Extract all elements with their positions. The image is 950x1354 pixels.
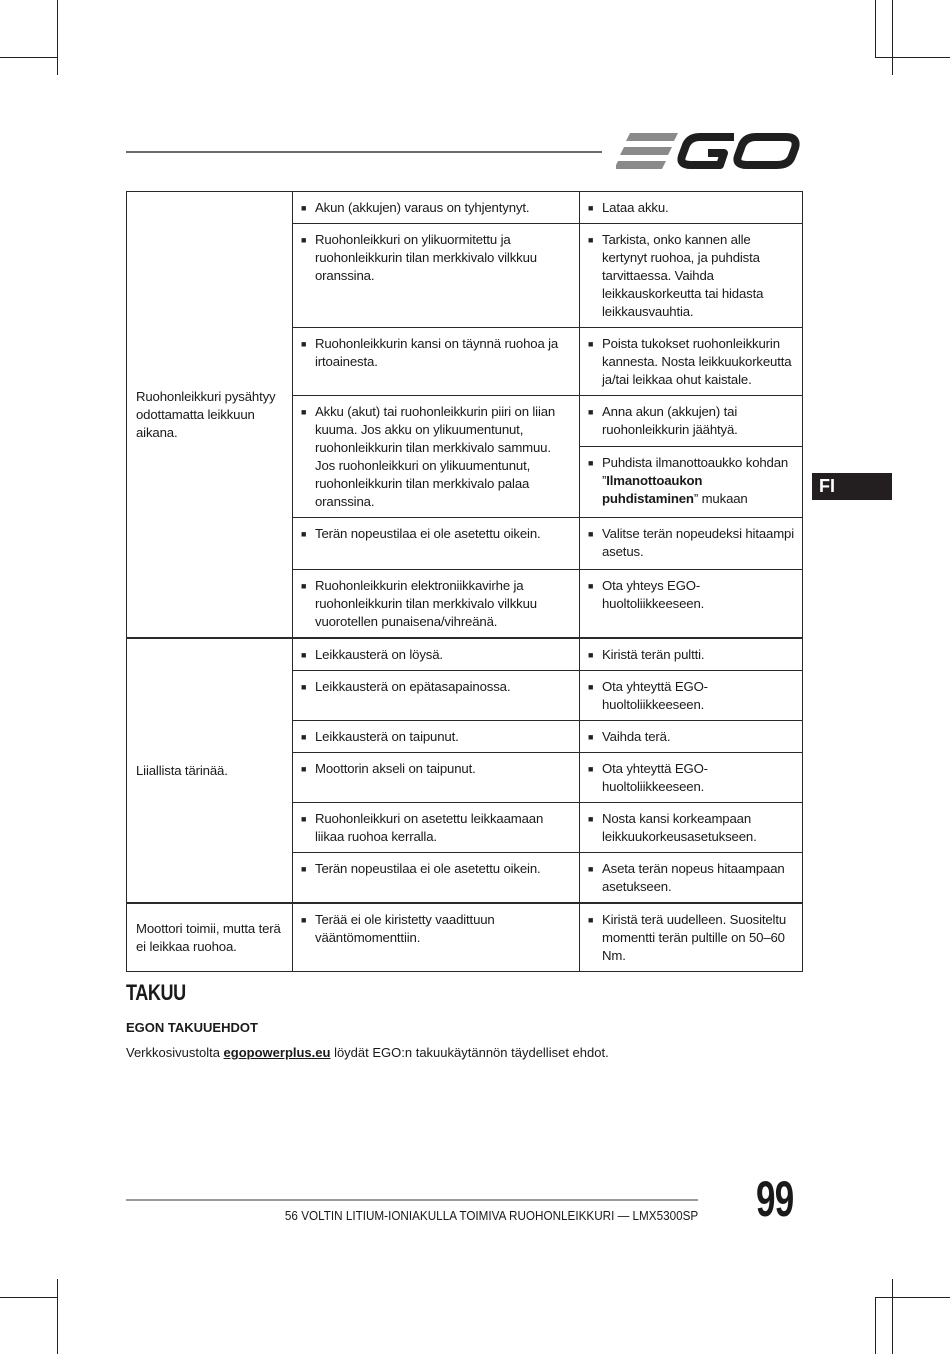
square-bullet-icon: ■ <box>301 529 307 539</box>
solution-cell: ■ Puhdista ilmanottoaukko kohdan ”Ilmanottoaukon puhdistaminen” mukaan <box>580 447 803 518</box>
section-subtitle: EGON TAKUUEHDOT <box>126 1020 258 1035</box>
square-bullet-icon: ■ <box>588 203 594 213</box>
square-bullet-icon: ■ <box>588 731 594 742</box>
cause-cell: ■ Ruohonleikkuri on asetettu leikkaamaan liikaa ruohoa kerralla. <box>293 802 580 852</box>
cause-cell: ■ Ruohonleikkurin kansi on täynnä ruohoa ja irtoainesta. <box>293 328 580 396</box>
problem-cell: Liiallista tärinää. <box>127 638 293 903</box>
square-bullet-icon: ■ <box>588 407 594 417</box>
square-bullet-icon: ■ <box>588 763 594 774</box>
problem-cell: Ruohonleikkuri pysähtyy odottamatta leikkuun aikana. <box>127 192 293 638</box>
solution-cell: ■ Lataa akku. <box>580 192 803 224</box>
square-bullet-icon: ■ <box>588 681 594 692</box>
table-row <box>127 638 803 671</box>
solution-cell: ■ Tarkista, onko kannen alle kertynyt ruohoa, ja puhdista tarvittaessa. Vaihda leikkauskorkeutta tai hidasta leikkausvauhtia. <box>580 224 803 328</box>
square-bullet-icon: ■ <box>588 813 594 824</box>
square-bullet-icon: ■ <box>588 863 594 874</box>
solution-cell: ■ Aseta terän nopeus hitaampaan asetukseen. <box>580 852 803 903</box>
crop-mark <box>0 1297 57 1298</box>
square-bullet-icon: ■ <box>301 203 307 213</box>
cause-cell: ■ Leikkausterä on epätasapainossa. <box>293 670 580 720</box>
square-bullet-icon: ■ <box>301 681 307 692</box>
crop-mark <box>875 0 876 57</box>
square-bullet-icon: ■ <box>588 914 594 925</box>
solution-cell: ■ Nosta kansi korkeampaan leikkuukorkeusasetukseen. <box>580 802 803 852</box>
crop-mark <box>892 0 893 75</box>
solution-cell: ■ Kiristä terä uudelleen. Suositeltu momentti terän pultille on 50–60 Nm. <box>580 903 803 972</box>
square-bullet-icon: ■ <box>588 458 594 469</box>
language-tab: FI <box>812 473 892 500</box>
solution-cell: ■ Vaihda terä. <box>580 720 803 752</box>
warranty-paragraph: Verkkosivustolta egopowerplus.eu löydät EGO:n takuukäytännön täydelliset ehdot. <box>126 1045 609 1060</box>
solution-cell: ■ Kiristä terän pultti. <box>580 638 803 671</box>
square-bullet-icon: ■ <box>301 581 307 591</box>
solution-cell: ■ Poista tukokset ruohonleikkurin kannesta. Nosta leikkuukorkeutta ja/tai leikkaa ohut kaistale. <box>580 328 803 396</box>
square-bullet-icon: ■ <box>301 339 307 349</box>
crop-mark <box>57 1279 58 1354</box>
crop-mark <box>57 0 58 75</box>
section-reference: Ilmanottoaukon puhdistaminen <box>602 473 703 507</box>
square-bullet-icon: ■ <box>301 813 307 824</box>
crop-mark <box>0 57 57 58</box>
section-title: TAKUU <box>126 980 186 1005</box>
square-bullet-icon: ■ <box>588 339 594 349</box>
square-bullet-icon: ■ <box>588 581 594 591</box>
cause-cell: ■ Ruohonleikkuri on ylikuormitettu ja ruohonleikkurin tilan merkkivalo vilkkuu oranssina. <box>293 224 580 328</box>
cause-cell: ■ Leikkausterä on taipunut. <box>293 720 580 752</box>
header-rule <box>126 151 602 153</box>
crop-mark <box>892 1279 893 1354</box>
footer-rule <box>126 1199 698 1201</box>
solution-cell: ■ Ota yhteys EGO-huoltoliikkeeseen. <box>580 570 803 638</box>
square-bullet-icon: ■ <box>301 731 307 742</box>
square-bullet-icon: ■ <box>301 235 307 245</box>
crop-mark <box>875 57 950 58</box>
cause-cell: ■ Terää ei ole kiristetty vaadittuun vääntömomenttiin. <box>293 903 580 972</box>
square-bullet-icon: ■ <box>301 407 307 417</box>
troubleshooting-table <box>126 191 803 972</box>
page-number: 99 <box>756 1171 794 1227</box>
cause-cell: ■ Ruohonleikkurin elektroniikkavirhe ja ruohonleikkurin tilan merkkivalo vilkkuu vuorotellen punaisena/vihreänä. <box>293 570 580 638</box>
problem-cell: Moottori toimii, mutta terä ei leikkaa ruohoa. <box>127 903 293 972</box>
square-bullet-icon: ■ <box>588 235 594 245</box>
table-row <box>127 192 803 224</box>
square-bullet-icon: ■ <box>301 649 307 660</box>
cause-cell: ■ Akun (akkujen) varaus on tyhjentynyt. <box>293 192 580 224</box>
cause-cell: ■ Leikkausterä on löysä. <box>293 638 580 671</box>
solution-cell: ■ Ota yhteyttä EGO-huoltoliikkeeseen. <box>580 670 803 720</box>
cause-cell: ■ Akku (akut) tai ruohonleikkurin piiri on liian kuuma. Jos akku on ylikuumentunut, ruohonleikkurin tilan merkkivalo sammuu. Jos ruohonleikkuri on ylikuumentunut, ruohonleikkurin tilan merkkivalo palaa oranssina. <box>293 396 580 518</box>
square-bullet-icon: ■ <box>301 763 307 774</box>
warranty-link[interactable]: egopowerplus.eu <box>223 1045 331 1060</box>
crop-mark <box>875 1297 876 1354</box>
solution-cell: ■ Ota yhteyttä EGO-huoltoliikkeeseen. <box>580 752 803 802</box>
cause-cell: ■ Terän nopeustilaa ei ole asetettu oikein. <box>293 518 580 570</box>
ego-logo <box>616 128 802 174</box>
cause-cell: ■ Terän nopeustilaa ei ole asetettu oikein. <box>293 852 580 903</box>
square-bullet-icon: ■ <box>588 529 594 539</box>
square-bullet-icon: ■ <box>588 649 594 660</box>
crop-mark <box>875 1297 950 1298</box>
cause-cell: ■ Moottorin akseli on taipunut. <box>293 752 580 802</box>
footer-text: 56 VOLTIN LITIUM-IONIAKULLA TOIMIVA RUOHONLEIKKURI — LMX5300SP <box>284 1208 698 1223</box>
table-row <box>127 903 803 972</box>
square-bullet-icon: ■ <box>301 863 307 874</box>
solution-cell: ■ Anna akun (akkujen) tai ruohonleikkurin jäähtyä. <box>580 396 803 447</box>
solution-cell: ■ Valitse terän nopeudeksi hitaampi asetus. <box>580 518 803 570</box>
square-bullet-icon: ■ <box>301 914 307 925</box>
